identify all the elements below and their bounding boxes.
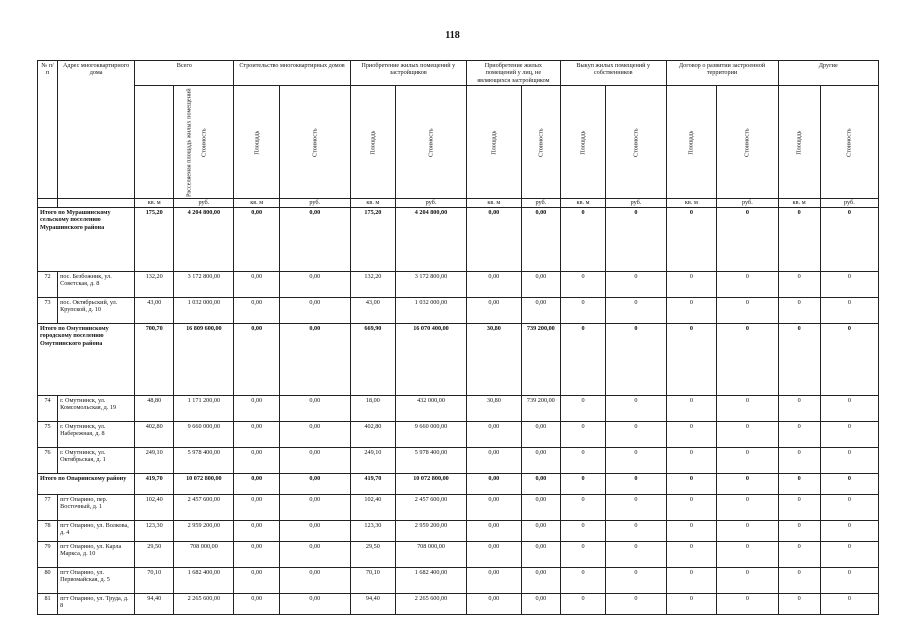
value-cell: 0 <box>606 541 666 567</box>
resettlement-table <box>37 60 879 615</box>
value-cell: 0 <box>666 447 717 473</box>
value-cell: 0 <box>560 473 605 494</box>
value-cell: 0,00 <box>279 395 350 421</box>
value-cell: 0 <box>820 447 878 473</box>
row-number: 77 <box>38 494 58 520</box>
value-cell: 0 <box>666 541 717 567</box>
unit-cell: руб. <box>820 199 878 207</box>
value-cell: 0 <box>560 447 605 473</box>
subheader-cost: Стоимость <box>820 86 878 199</box>
value-cell: 0 <box>717 271 778 297</box>
subheader-area: Площадь <box>350 86 395 199</box>
value-cell: 29,50 <box>350 541 395 567</box>
value-cell: 123,30 <box>350 520 395 541</box>
value-cell: 0 <box>820 297 878 323</box>
value-cell: 0 <box>606 520 666 541</box>
value-cell: 9 660 000,00 <box>174 421 234 447</box>
col-purchase-nondev-header: Приобретение жилых помещений у лиц, не являющихся застройщиком <box>466 61 560 86</box>
value-cell: 43,00 <box>350 297 395 323</box>
value-cell: 0 <box>606 421 666 447</box>
value-cell: 0 <box>778 271 820 297</box>
value-cell: 0 <box>717 297 778 323</box>
value-cell: 0,00 <box>521 207 560 271</box>
value-cell: 0 <box>717 541 778 567</box>
value-cell: 0,00 <box>466 421 521 447</box>
value-cell: 0 <box>606 473 666 494</box>
value-cell: 0,00 <box>234 421 279 447</box>
table-row <box>38 395 879 421</box>
table-total-row <box>38 323 879 395</box>
value-cell: 0,00 <box>234 541 279 567</box>
value-cell: 0 <box>606 323 666 395</box>
col-purchase-dev-header: Приобретение жилых помещений у застройщиков <box>350 61 466 86</box>
unit-cell: кв. м <box>666 199 717 207</box>
row-address: г. Омутнинск, ул. Комсомольская, д. 19 <box>58 395 135 421</box>
value-cell: 402,80 <box>350 421 395 447</box>
value-cell: 70,10 <box>350 567 395 593</box>
value-cell: 0 <box>606 494 666 520</box>
row-number: 78 <box>38 520 58 541</box>
value-cell: 0,00 <box>466 567 521 593</box>
value-cell: 0 <box>717 323 778 395</box>
value-cell: 0,00 <box>234 473 279 494</box>
value-cell: 0 <box>717 395 778 421</box>
value-cell: 175,20 <box>350 207 395 271</box>
unit-cell: кв. м <box>350 199 395 207</box>
unit-cell: руб. <box>279 199 350 207</box>
value-cell: 0,00 <box>521 567 560 593</box>
subheader-cost: Стоимость <box>521 86 560 199</box>
value-cell: 2 265 600,00 <box>174 593 234 614</box>
value-cell: 0,00 <box>279 447 350 473</box>
value-cell: 1 171 200,00 <box>174 395 234 421</box>
value-cell: 1 032 000,00 <box>174 297 234 323</box>
value-cell: 102,40 <box>350 494 395 520</box>
value-cell: 0 <box>560 395 605 421</box>
value-cell: 175,20 <box>135 207 174 271</box>
value-cell: 0,00 <box>279 541 350 567</box>
value-cell: 0,00 <box>279 593 350 614</box>
value-cell: 0 <box>560 520 605 541</box>
value-cell: 669,90 <box>350 323 395 395</box>
value-cell: 3 172 800,00 <box>174 271 234 297</box>
table-row <box>38 421 879 447</box>
value-cell: 0 <box>606 271 666 297</box>
table-total-row <box>38 473 879 494</box>
value-cell: 94,40 <box>135 593 174 614</box>
value-cell: 0 <box>666 271 717 297</box>
col-other-header: Другие <box>778 61 878 86</box>
value-cell: 0 <box>560 297 605 323</box>
value-cell: 2 959 200,00 <box>174 520 234 541</box>
row-address: пгт Опарино, ул. Карла Маркса, д. 10 <box>58 541 135 567</box>
value-cell: 0 <box>666 395 717 421</box>
row-address: пгт Опарино, пер. Восточный, д. 1 <box>58 494 135 520</box>
value-cell: 102,40 <box>135 494 174 520</box>
unit-cell: руб. <box>606 199 666 207</box>
value-cell: 10 072 800,00 <box>396 473 467 494</box>
value-cell: 16 070 400,00 <box>396 323 467 395</box>
value-cell: 0 <box>820 323 878 395</box>
value-cell: 0 <box>560 593 605 614</box>
value-cell: 48,80 <box>135 395 174 421</box>
value-cell: 0,00 <box>234 593 279 614</box>
subheader-cost: Стоимость <box>174 86 234 199</box>
value-cell: 0,00 <box>466 541 521 567</box>
unit-cell: руб. <box>174 199 234 207</box>
value-cell: 0,00 <box>466 447 521 473</box>
value-cell: 0,00 <box>521 593 560 614</box>
total-label: Итого по Омутнинскому городскому поселению Омутнинского района <box>38 323 135 395</box>
value-cell: 0,00 <box>521 520 560 541</box>
table-row <box>38 593 879 614</box>
row-address: пос. Октябрьский, ул. Крупской, д. 10 <box>58 297 135 323</box>
table-row <box>38 541 879 567</box>
value-cell: 0 <box>666 421 717 447</box>
col-construction-header: Строительство многоквартирных домов <box>234 61 350 86</box>
value-cell: 0 <box>606 447 666 473</box>
value-cell: 0 <box>778 297 820 323</box>
row-number: 73 <box>38 297 58 323</box>
value-cell: 18,00 <box>350 395 395 421</box>
value-cell: 1 682 400,00 <box>396 567 467 593</box>
value-cell: 132,20 <box>350 271 395 297</box>
value-cell: 0,00 <box>521 447 560 473</box>
value-cell: 432 000,00 <box>396 395 467 421</box>
value-cell: 0 <box>717 447 778 473</box>
row-number: 72 <box>38 271 58 297</box>
value-cell: 16 809 600,00 <box>174 323 234 395</box>
unit-cell: кв. м <box>135 199 174 207</box>
value-cell: 0 <box>560 421 605 447</box>
value-cell: 0,00 <box>466 473 521 494</box>
value-cell: 419,70 <box>350 473 395 494</box>
col-no-header: № п/п <box>38 61 58 199</box>
value-cell: 0 <box>717 567 778 593</box>
value-cell: 0,00 <box>234 447 279 473</box>
unit-cell: руб. <box>396 199 467 207</box>
value-cell: 0 <box>820 520 878 541</box>
value-cell: 0 <box>717 494 778 520</box>
value-cell: 708 000,00 <box>396 541 467 567</box>
value-cell: 0 <box>666 473 717 494</box>
subheader-cost: Стоимость <box>396 86 467 199</box>
value-cell: 708 000,00 <box>174 541 234 567</box>
value-cell: 0 <box>820 494 878 520</box>
value-cell: 0 <box>820 541 878 567</box>
row-number: 79 <box>38 541 58 567</box>
subheader-cost: Стоимость <box>717 86 778 199</box>
header-row-1 <box>38 61 879 86</box>
value-cell: 5 978 400,00 <box>174 447 234 473</box>
value-cell: 0,00 <box>521 473 560 494</box>
value-cell: 0 <box>666 567 717 593</box>
value-cell: 402,80 <box>135 421 174 447</box>
subheader-area: Площадь <box>778 86 820 199</box>
value-cell: 2 457 600,00 <box>396 494 467 520</box>
row-address: пос. Безбожник, ул. Советская, д. 8 <box>58 271 135 297</box>
value-cell: 0 <box>820 395 878 421</box>
value-cell: 0,00 <box>234 520 279 541</box>
row-number: 80 <box>38 567 58 593</box>
value-cell: 0 <box>666 520 717 541</box>
value-cell: 70,10 <box>135 567 174 593</box>
value-cell: 0 <box>778 520 820 541</box>
value-cell: 0 <box>606 207 666 271</box>
value-cell: 0 <box>717 520 778 541</box>
value-cell: 0 <box>560 541 605 567</box>
value-cell: 0 <box>820 207 878 271</box>
value-cell: 0 <box>778 323 820 395</box>
value-cell: 0,00 <box>521 494 560 520</box>
value-cell: 0 <box>560 323 605 395</box>
value-cell: 0 <box>606 567 666 593</box>
col-territory-header: Договор о развитии застроенной территории <box>666 61 778 86</box>
value-cell: 1 682 400,00 <box>174 567 234 593</box>
value-cell: 9 660 000,00 <box>396 421 467 447</box>
value-cell: 0,00 <box>521 421 560 447</box>
value-cell: 0,00 <box>234 494 279 520</box>
value-cell: 123,30 <box>135 520 174 541</box>
row-address: пгт Опарино, ул. Первомайская, д. 5 <box>58 567 135 593</box>
value-cell: 0,00 <box>234 207 279 271</box>
value-cell: 739 200,00 <box>521 395 560 421</box>
value-cell: 0 <box>560 494 605 520</box>
value-cell: 2 265 600,00 <box>396 593 467 614</box>
total-label: Итого по Мурашинскому сельскому поселению Мурашинского района <box>38 207 135 271</box>
value-cell: 10 072 800,00 <box>174 473 234 494</box>
value-cell: 0,00 <box>234 395 279 421</box>
value-cell: 0,00 <box>234 297 279 323</box>
value-cell: 0 <box>717 473 778 494</box>
value-cell: 0 <box>778 395 820 421</box>
subheader-cost: Стоимость <box>606 86 666 199</box>
col-address-header: Адрес многоквартирного дома <box>58 61 135 199</box>
value-cell: 0 <box>778 207 820 271</box>
subheader-area: Площадь <box>560 86 605 199</box>
col-buyout-header: Выкуп жилых помещений у собственников <box>560 61 666 86</box>
total-label: Итого по Опаринскому району <box>38 473 135 494</box>
table-body <box>38 207 879 614</box>
header-row-2 <box>38 86 879 199</box>
value-cell: 5 978 400,00 <box>396 447 467 473</box>
value-cell: 0 <box>778 541 820 567</box>
row-number: 81 <box>38 593 58 614</box>
value-cell: 0,00 <box>521 541 560 567</box>
value-cell: 30,80 <box>466 395 521 421</box>
unit-cell: руб. <box>717 199 778 207</box>
value-cell: 0 <box>778 447 820 473</box>
value-cell: 0 <box>717 207 778 271</box>
value-cell: 0 <box>778 494 820 520</box>
value-cell: 0 <box>820 421 878 447</box>
value-cell: 0 <box>820 473 878 494</box>
value-cell: 0,00 <box>279 323 350 395</box>
value-cell: 0,00 <box>521 271 560 297</box>
value-cell: 0,00 <box>234 271 279 297</box>
row-number: 76 <box>38 447 58 473</box>
value-cell: 4 204 800,00 <box>396 207 467 271</box>
value-cell: 0,00 <box>466 520 521 541</box>
table-row <box>38 447 879 473</box>
subheader-resettled-area: Расселяемая площадь жилых помещений <box>135 86 174 199</box>
unit-cell: руб. <box>521 199 560 207</box>
subheader-area: Площадь <box>234 86 279 199</box>
value-cell: 0 <box>717 593 778 614</box>
table-row <box>38 297 879 323</box>
row-address: пгт Опарино, ул. Волкова, д. 4 <box>58 520 135 541</box>
page-number: 118 <box>445 30 460 41</box>
value-cell: 0,00 <box>466 207 521 271</box>
value-cell: 0,00 <box>234 567 279 593</box>
value-cell: 0 <box>666 323 717 395</box>
value-cell: 0 <box>666 207 717 271</box>
value-cell: 94,40 <box>350 593 395 614</box>
units-row <box>38 199 879 207</box>
value-cell: 132,20 <box>135 271 174 297</box>
value-cell: 1 032 000,00 <box>396 297 467 323</box>
value-cell: 249,10 <box>350 447 395 473</box>
col-total-header: Всего <box>135 61 234 86</box>
unit-cell: кв. м <box>778 199 820 207</box>
unit-cell: кв. м <box>234 199 279 207</box>
table-total-row <box>38 207 879 271</box>
value-cell: 0 <box>820 567 878 593</box>
value-cell: 0,00 <box>279 297 350 323</box>
unit-cell: кв. м <box>466 199 521 207</box>
table-row <box>38 271 879 297</box>
value-cell: 0,00 <box>279 520 350 541</box>
value-cell: 2 959 200,00 <box>396 520 467 541</box>
value-cell: 0,00 <box>279 473 350 494</box>
value-cell: 700,70 <box>135 323 174 395</box>
value-cell: 0 <box>820 271 878 297</box>
value-cell: 0,00 <box>466 271 521 297</box>
row-address: г. Омутнинск, ул. Набережная, д. 8 <box>58 421 135 447</box>
value-cell: 43,00 <box>135 297 174 323</box>
value-cell: 0 <box>560 567 605 593</box>
value-cell: 739 200,00 <box>521 323 560 395</box>
value-cell: 0,00 <box>521 297 560 323</box>
value-cell: 0 <box>560 207 605 271</box>
value-cell: 2 457 600,00 <box>174 494 234 520</box>
value-cell: 249,10 <box>135 447 174 473</box>
value-cell: 0 <box>717 421 778 447</box>
value-cell: 0,00 <box>234 323 279 395</box>
value-cell: 0,00 <box>466 494 521 520</box>
value-cell: 30,80 <box>466 323 521 395</box>
value-cell: 0 <box>606 297 666 323</box>
table-row <box>38 567 879 593</box>
value-cell: 29,50 <box>135 541 174 567</box>
value-cell: 0 <box>666 297 717 323</box>
value-cell: 0 <box>666 494 717 520</box>
table-row <box>38 494 879 520</box>
value-cell: 3 172 800,00 <box>396 271 467 297</box>
value-cell: 0,00 <box>279 494 350 520</box>
value-cell: 0,00 <box>279 567 350 593</box>
value-cell: 0 <box>778 421 820 447</box>
subheader-area: Площадь <box>466 86 521 199</box>
value-cell: 0 <box>778 567 820 593</box>
value-cell: 0 <box>606 593 666 614</box>
row-number: 74 <box>38 395 58 421</box>
value-cell: 0 <box>778 473 820 494</box>
subheader-cost: Стоимость <box>279 86 350 199</box>
row-address: г. Омутнинск, ул. Октябрьская, д. 1 <box>58 447 135 473</box>
value-cell: 4 204 800,00 <box>174 207 234 271</box>
value-cell: 0,00 <box>279 207 350 271</box>
unit-cell: кв. м <box>560 199 605 207</box>
value-cell: 0 <box>560 271 605 297</box>
subheader-area: Площадь <box>666 86 717 199</box>
value-cell: 0,00 <box>466 297 521 323</box>
value-cell: 0,00 <box>279 421 350 447</box>
value-cell: 419,70 <box>135 473 174 494</box>
row-number: 75 <box>38 421 58 447</box>
value-cell: 0 <box>820 593 878 614</box>
value-cell: 0 <box>666 593 717 614</box>
value-cell: 0,00 <box>279 271 350 297</box>
value-cell: 0,00 <box>466 593 521 614</box>
row-address: пгт Опарино, ул. Труда, д. 8 <box>58 593 135 614</box>
value-cell: 0 <box>778 593 820 614</box>
table-row <box>38 520 879 541</box>
value-cell: 0 <box>606 395 666 421</box>
